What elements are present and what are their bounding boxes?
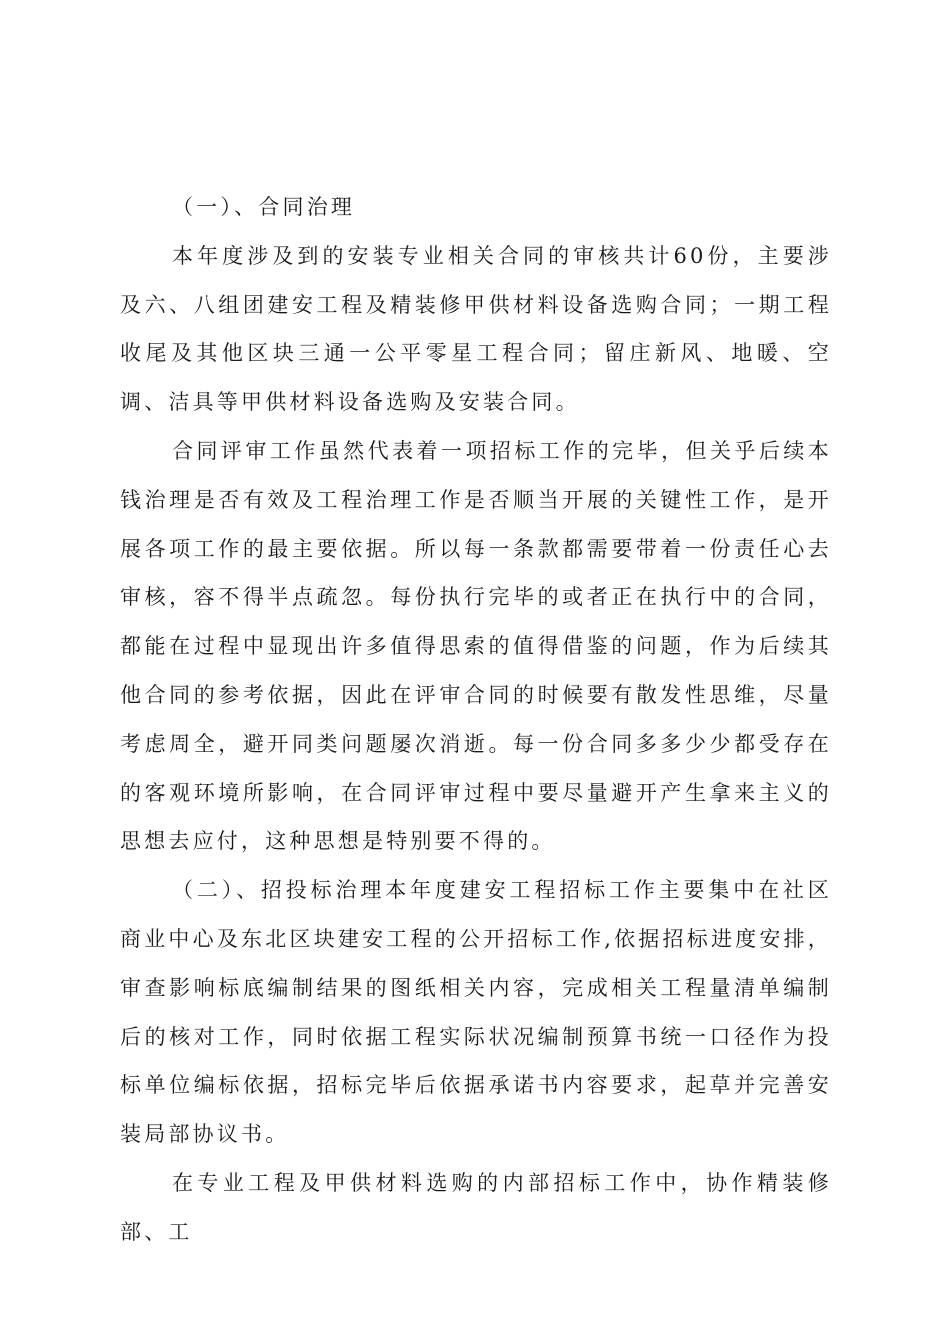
paragraph-internal-bidding: 在专业工程及甲供材料选购的内部招标工作中，协作精装修部、工 [120,1170,832,1244]
document-body [120,183,832,1257]
paragraph-contract-review-count: 本年度涉及到的安装专业相关合同的审核共计60份，主要涉及六、八组团建安工程及精装修甲供材料设备选购合同；一期工程收尾及其他区块三通一公平零星工程合同；留庄新风、地暖、空调、洁具等甲供材料设备选购及安装合同。 [120,243,832,415]
paragraph-contract-review-importance: 合同评审工作虽然代表着一项招标工作的完毕，但关乎后续本钱治理是否有效及工程治理工作是否顺当开展的关键性工作，是开展各项工作的最主要依据。所以每一条款都需要带着一份责任心去审核，容不得半点疏忽。每份执行完毕的或者正在执行中的合同，都能在过程中显现出许多值得思索的值得借鉴的问题，作为后续其他合同的参考依据，因此在评审合同的时候要有散发性思维，尽量考虑周全，避开同类问题屡次消逝。每一份合同多多少少都受存在的客观环境所影响，在合同评审过程中要尽量避开产生拿来主义的思想去应付，这种思想是特别要不得的。 [120,438,832,854]
paragraph-bidding-management: （二）、招投标治理本年度建安工程招标工作主要集中在社区商业中心及东北区块建安工程的公开招标工作,依据招标进度安排，审查影响标底编制结果的图纸相关内容，完成相关工程量清单编制后的核对工作，同时依据工程实际状况编制预算书统一口径作为投标单位编标依据，招标完毕后依据承诺书内容要求，起草并完善安装局部协议书。 [120,878,832,1147]
section-heading-contract-management: （一）、合同治理 [172,195,356,219]
